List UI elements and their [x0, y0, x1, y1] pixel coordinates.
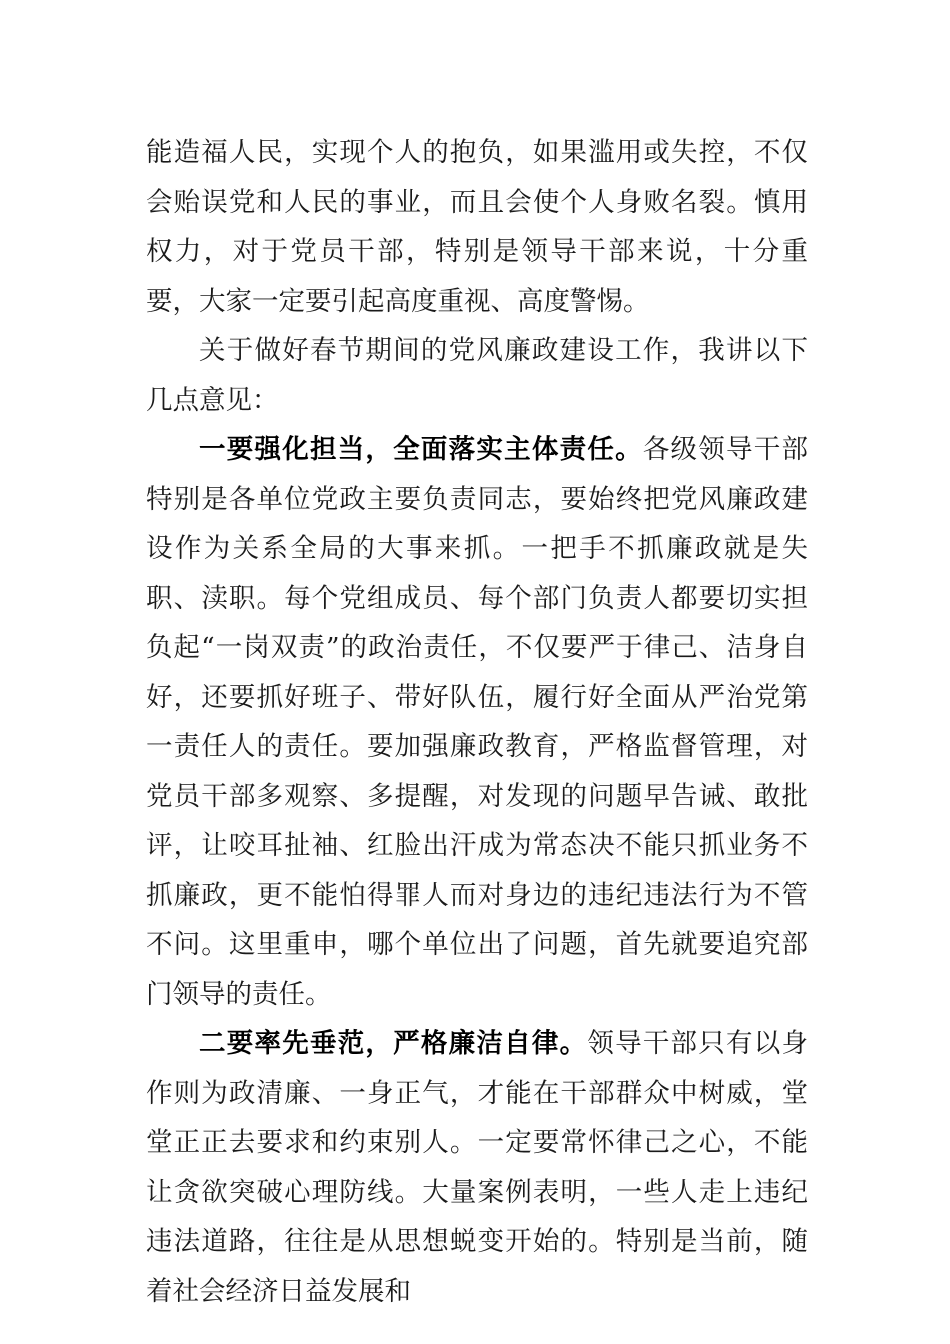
document-body — [146, 128, 808, 1316]
paragraph-3 — [146, 425, 808, 1019]
paragraph-2-text: 关于做好春节期间的党风廉政建设工作，我讲以下几点意见： — [146, 335, 808, 416]
paragraph-1 — [146, 128, 808, 326]
paragraph-1-text: 能造福人民，实现个人的抱负，如果滥用或失控，不仅会贻误党和人民的事业，而且会使个人身败名裂。慎用权力，对于党员干部，特别是领导干部来说，十分重要，大家一定要引起高度重视、高度警惕。 — [146, 137, 808, 317]
paragraph-4-text: 领导干部只有以身作则为政清廉、一身正气，才能在干部群众中树威，堂堂正正去要求和约束别人。一定要常怀律己之心，不能让贪欲突破心理防线。大量案例表明，一些人走上违纪违法道路，往往是从思想蜕变开始的。特别是当前，随着社会经济日益发展和 — [146, 1028, 809, 1307]
paragraph-4 — [146, 1019, 808, 1316]
section-heading-1: 一要强化担当，全面落实主体责任。 — [199, 434, 643, 465]
paragraph-3-text: 各级领导干部特别是各单位党政主要负责同志，要始终把党风廉政建设作为关系全局的大事来抓。一把手不抓廉政就是失职、渎职。每个党组成员、每个部门负责人都要切实担负起“一岗双责”的政治责任，不仅要严于律己、洁身自好，还要抓好班子、带好队伍，履行好全面从严治党第一责任人的责任。要加强廉政教育，严格监督管理，对党员干部多观察、多提醒，对发现的问题早告诫、敢批评，让咬耳扯袖、红脸出汗成为常态决不能只抓业务不抓廉政，更不能怕得罪人而对身边的违纪违法行为不管不问。这里重申，哪个单位出了问题，首先就要追究部门领导的责任。 — [146, 434, 809, 1010]
paragraph-2 — [146, 326, 808, 425]
section-heading-2: 二要率先垂范，严格廉洁自律。 — [199, 1028, 588, 1059]
